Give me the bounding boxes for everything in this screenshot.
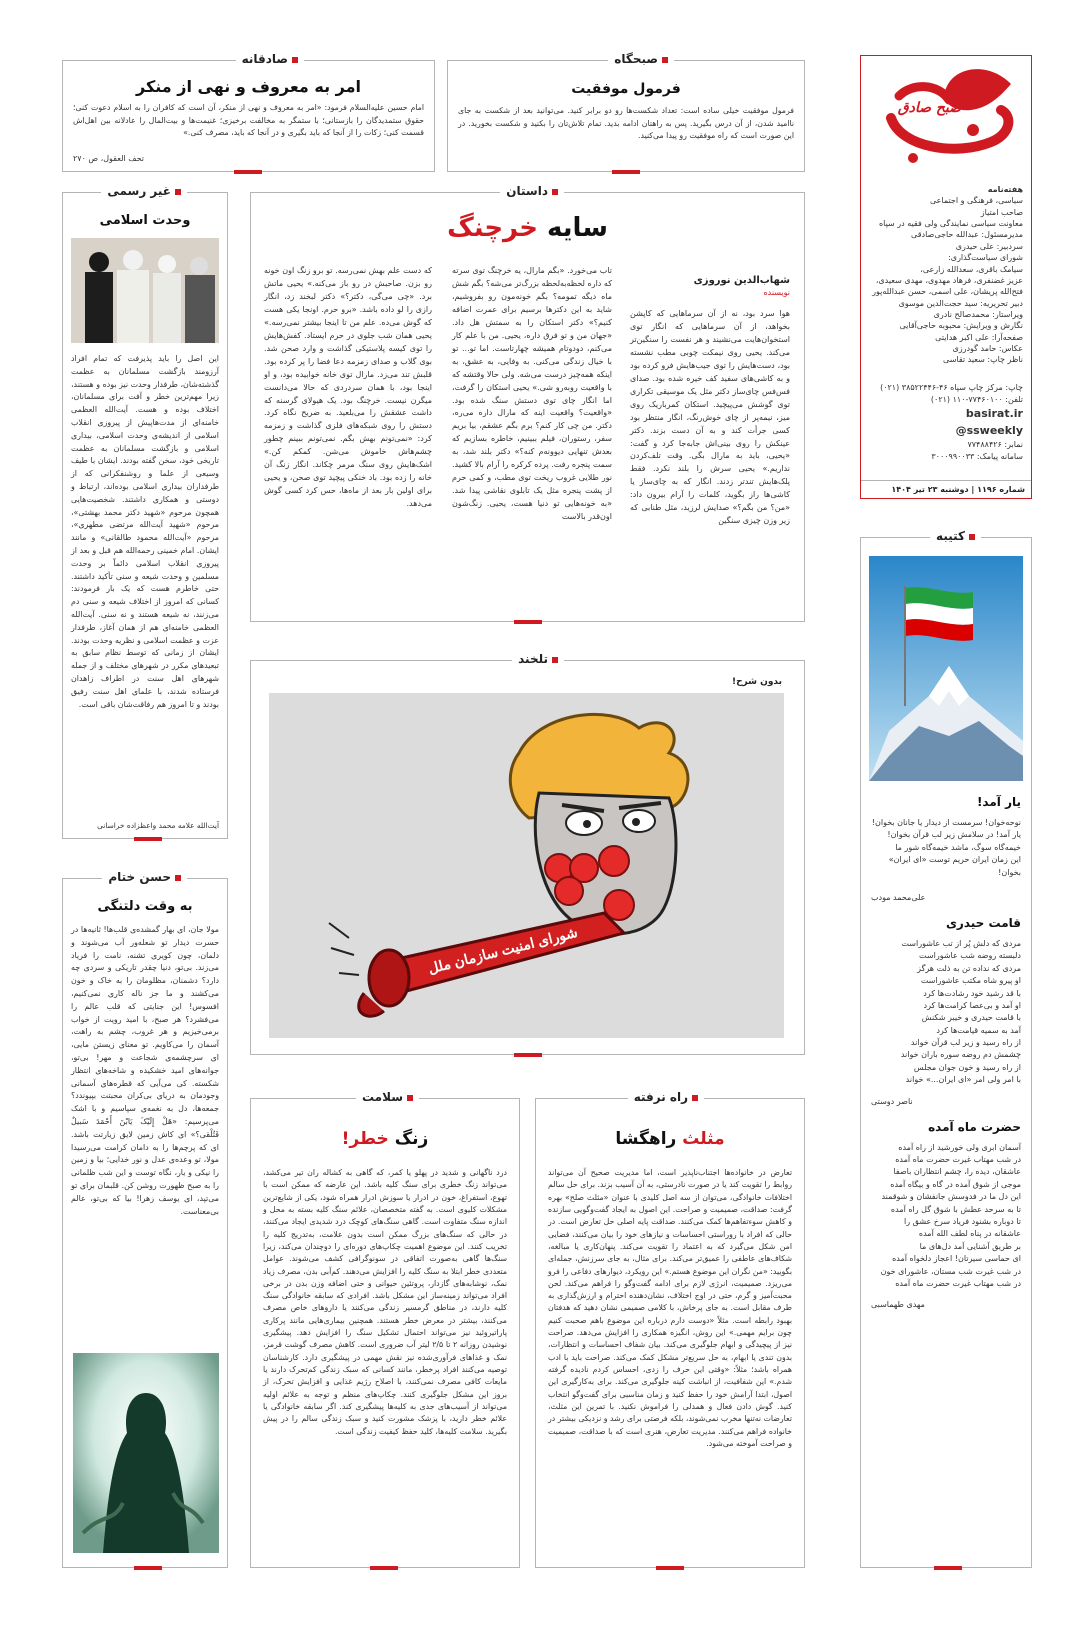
sobhgahi-title: فرمول موفقیت	[571, 81, 681, 97]
rah-narafteh-title-part1: مثلث	[682, 1129, 725, 1149]
dastan-title-part1: سایه	[547, 213, 608, 243]
sadeghaneh-source: تحف العقول، ص ۲۷۰	[73, 154, 144, 163]
poem1-line: خیمه‌گاه سوگ، ماشد خیمه‌گاه شور ما	[895, 842, 1021, 852]
masthead-credit-line: سیامک باقری، سعدالله زارعی،	[920, 264, 1023, 274]
section-label-sobhgahi: صبحگاه	[608, 52, 674, 66]
logo-text: صبح صادق	[897, 100, 961, 116]
masthead-credit-line: صفحه‌آرا: علی اکبر هدایتی	[935, 332, 1023, 342]
masthead-contact	[867, 382, 1023, 463]
author-role: نویسنده	[763, 288, 790, 297]
masthead-contact-line: تلفن: ۷۷۴۶۰۱۰۰-۱۱۰ (۰۲۱)	[930, 395, 1023, 404]
cartoon	[269, 693, 784, 1038]
sobhgahi-box	[447, 52, 805, 172]
masthead-contact-line: سامانه پیامک: ۳۰۰۰۹۹۰۰۳۳	[931, 452, 1023, 461]
ghayr-rasmi-title: وحدت اسلامی	[99, 213, 191, 228]
poem3-line: عاشقان، دیده را، چشم انتظاران باصفا	[893, 1167, 1021, 1177]
hasan-khetam-title: به وقت دلتنگی	[97, 899, 193, 914]
sobhgahi-text: فرمول موفقیت خیلی ساده است: تعداد شکست‌ها رو دو برابر کنید. می‌توانید بعد از شکست به جای ناامید شدن، از آن درس بگیرید. پس به راهتان ادامه بدید. تمام تلاش‌تان را بکنید و شکست بخورید. در این صورت است که راه موفقیت رو پیدا می‌کنید.	[458, 106, 794, 141]
poem2-line: مردی که دلش پُر از تب عاشوراست	[901, 938, 1021, 948]
masthead-contact-line: چاپ: مرکز چاپ سپاه ۴۶-۳۸۵۲۲۴۴۶ (۰۲۱)	[880, 383, 1023, 392]
dastan-col2: تاب می‌خورد. «بگم مارال، یه خرچنگ توی سرته که داره لحظه‌به‌لحظه بزرگ‌تر می‌شه؟ بگم شش ماه دیگه تمومه؟ بگم خونه‌مون رو بفروشیم، شاید به این دکتر‌ها برسیم برای عمرت اضافه کنیم؟» دکتر استکان را به سمتش هل داد. «جهان من و تو فرق داره، یحیی. من با علم کار می‌کنم، دودوتا‌م همیشه چهارتاست. اما تو... تو با خیال زندگی می‌کنی. به وفایی، به عشق، به اینکه همه‌چیز درست می‌شه. ولی حالا وقتشه که با واقعیت روبه‌رو شی.» یحیی استکان را گرفت، اما انگار چای توی دستش سنگ شده بود. «واقعیت؟ واقعیت اینه که مارال داره می‌ره، دکتر. من چی کار کنم؟ برم بگم عشقم، بیا بریم سفر، رستوران، فیلم ببینیم، خاطره بسازیم که بعدش تنهایی دیوونه‌م کنه؟» دکتر بلند شد، به سمت پنجره رفت. پرده کرکره را آرام بالا کشید. نور طلایی غروب ریخت توی مطب، و کمی حرم از پشت پنجره مثل یک تابلوی نقاشی پیدا شد. «به خونه‌هایی تو دنیا هست، یحیی. زنگ‌شون اون‌قدر بالاست	[452, 266, 612, 522]
red-divider	[514, 620, 542, 624]
masthead-contact-line[interactable]: @ssweekly	[955, 423, 1023, 437]
dastan-col3: که دست علم بهش نمی‌رسه. تو برو زنگ اون خونه رو بزن. صاحبش در رو باز می‌کنه.» یحیی ماتش برد. «چی می‌گی، دکتر؟» دکتر لبخند زد، انگار رازی را لو داده باشد. «برو حرم. اونجا یکی هست که گوش می‌ده. علم من تا اینجا بیشتر نمی‌رسه.» یحیی همان شب جلوی در حرم ایستاد. کفش‌هایش را توی کیسه پلاستیکی گذاشت و وارد صحن شد. بوی گلاب و صدای زمزمه دعا فضا را پر کرده بود. قلبش تند می‌زد. مارال توی خانه خوابیده بود، و او اینجا بود، با همان سردردی که حالا می‌دانست میگرن نیست. خرچنگ بود. یک هیولای گرسنه که داشت عشقش را می‌بلعید. به ضریح نگاه کرد. دستش را روی شبکه‌های فلزی گذاشت و زمزمه کرد: «نمی‌تونم بهش بگم. نمی‌تونم ببینم چطور چشم‌هاش خاموش می‌شن. کمکم کن.» اشک‌هایش روی سنگ مرمر چکاند. انگار زنگ آن خانه را زده بود. باد خنکی پیچید توی صحن، و یحیی برای اولین بار بعد از ماه‌ها، حس کرد کسی گوش می‌دهد.	[264, 266, 432, 509]
poem3-line: آسمان ابری ولی خورشید از راه آمده	[898, 1142, 1021, 1152]
flag-mountain-illustration	[869, 556, 1023, 781]
poem3-title: حضرت ماه آمده	[928, 1119, 1021, 1134]
poem2-line: با امر ولی امر «ای ایران...» خواند	[905, 1075, 1021, 1085]
poem3-line: این دل ما در فدوسش جانفشان و شوقمند	[881, 1192, 1021, 1202]
masthead	[860, 55, 1032, 499]
imam-illustration	[73, 1353, 219, 1553]
hasan-khetam-box	[62, 870, 228, 1568]
poem1	[861, 781, 1031, 902]
section-label-dastan: داستان	[500, 184, 564, 198]
salamat-title-part2: خطر!	[341, 1129, 389, 1149]
red-divider	[514, 1053, 542, 1057]
hasan-khetam-text: مولا جان، ای بهار گمشده‌ی قلب‌ها! ثانیه‌ها در حسرت دیدار تو شعله‌ور آب می‌شوند و دلمان، چون کویری تشنه، نامت را فریاد می‌زند. بی‌تو، دنیا چقدر تاریکی و سردی چه دارد؟ دشمنان، مظلومان را به خاک و خون می‌کشند و ما جز ناله کاری نمی‌کنیم، افسوس! این جنایتی که قلب عالم را می‌فشرد؟ هر صبح، با امید رویت از خواب برمی‌خیزیم و هر غروب، چشم به راهت، آسمان را می‌کاویم. تو معنای زیستن مایی، ای سرچشمه‌ی شجاعت و مهر! بی‌تو، جوانه‌های امید خشکیده و شاخه‌های انتظار شکسته. کی می‌آیی که قطره‌های آسمانی وجودمان به دریای بی‌کران محبتت بپیوندد؟ جمعه‌ها، دل به نغمه‌ی سپاسیم و با اشک می‌پرسیم: «هَلْ إِلَیْکَ یَابْنَ أَحْمَدَ سَبیلٌ فَتُلْقی؟» ای کاش زمین لایق زیارتت باشد. ای که پرچم‌ها را به دامان کرامت می‌رسیدا مولا، تو وعده‌ی عدل و نور خدایی؛ بیا و زمین را نیکی و یار، نگاه توست و این شب ظلمانی را به صبح ظهورت روشن کن. قلبمان برای تو می‌تپد، ای یوسف زهرا! بیا که بی‌تو، عالم بی‌معناست.	[71, 925, 219, 1216]
poem3-line: ای حماسی سیرتان! اعجاز دلخواه آمده	[892, 1254, 1021, 1264]
rah-narafteh-title-part2: راهگشا	[615, 1129, 677, 1149]
sadeghaneh-text: امام حسین علیه‌السلام فرمود: «امر به معروف و نهی از منکر، آن است که کافران را به اسلام دعوت کنی؛ حقوق ستمدیدگان را بازستانی؛ با ستمگر به مخالفت برخیزی؛ غنیمت‌ها و بیت‌المال را عادلانه بین اهل‌اش قسمت کنی؛ زکات را از آنجا که باید بگیری و در آنجا که باید، مصرف کنی.»	[73, 103, 424, 138]
masthead-credit-line: ناظر چاپ: سعید تقاسی	[943, 355, 1023, 365]
poem3-line: تا دوباره بشنود فریاد سرخ عشق را	[904, 1216, 1021, 1226]
poem3	[861, 1106, 1031, 1310]
masthead-credit-line: صاحب امتیاز	[980, 207, 1023, 217]
ghayr-rasmi-signature: آیت‌الله علامه محمد واعظزاده خراسانی	[97, 821, 219, 830]
poem3-line: در شب مهتاب غیرت حضرت ماه آمده	[895, 1278, 1021, 1288]
ghayr-rasmi-text: این اصل را باید پذیرفت که تمام افراد آرزومند بازگشت مسلمانان به عظمت گذشته‌شان، طرفدار وحدت نیز بوده و هستند، زیرا مهم‌ترین خطر و آفت برای مسلمانان، اختلاف بوده و هست. آیت‌الله العظمی خامنه‌ای از مدت‌هاپیش از پیروزی انقلاب اسلامی از اندیشه‌ی وحدت اسلامی، بیداری اسلامی و بازگشت مسلمانان به عظمت تاریخی خود، سخن گفته بودند. ایشان با طیف وسیعی از علما و روشنفکرانی که از طرفداران بیداری اسلامی بوده‌اند، ارتباط و دوستی و همکاری داشتند. شخصیت‌هایی همچون مرحوم «شهید دکتر محمد بهشتی»، مرحوم «شهید آیت‌الله مرتضی مطهری»، مرحوم «آیت‌الله محمود طالقانی» و مانند ایشان. امام خمینی رحمه‌الله هم قبل و بعد از پیروزی انقلاب اسلامی دائماً بر وحدت مسلمین و وحدت شیعه و سنی تأکید داشتند. حتی خاطرم هست که یک بار فرمودند: کسانی که امروز از اختلاف شیعه و سنی دم می‌زنند، نه شیعه هستند و نه سنی. آیت‌الله العظمی خامنه‌ای هم از همان آغاز، طرفدار عزت و عظمت اسلامی و نظریه وحدت بودند. ایشان از زمانی که توسط نظام سابق به تبعیدهای مکرر در شهرهای مختلف و از جمله شهرهای اهل سنت در اطراف زاهدان فرستاده شدند، با علمای اهل سنت رفیق بودند و تا امروز هم رفاقت‌شان باقی است.	[71, 354, 219, 709]
poem2-line: با قامت حیدری و خیبر شکنش	[921, 1013, 1021, 1023]
sadeghaneh-box	[62, 52, 435, 172]
dastan-author	[630, 275, 790, 297]
masthead-credit-line: سردبیر: علی حیدری	[955, 241, 1023, 251]
poem1-lines	[871, 817, 1021, 879]
hasan-khetam-image	[73, 1353, 219, 1553]
poem3-poet: مهدی طهماسبی	[871, 1300, 925, 1310]
masthead-credits	[867, 184, 1023, 366]
issue-line: شماره ۱۱۹۶ | دوشنبه ۲۳ تیر ۱۴۰۴	[861, 480, 1031, 498]
masthead-credit-line: سیاسی، فرهنگی و اجتماعی	[929, 196, 1023, 206]
katibeh-box	[860, 529, 1032, 1568]
section-label-rah-narafteh: راه نرفته	[628, 1090, 704, 1104]
poem2-poet: ناصر دوستی	[871, 1096, 913, 1106]
section-label-salamat: سلامت	[356, 1090, 419, 1104]
red-divider	[612, 170, 640, 174]
poem2-line: او پیرو شاه مکتب عاشوراست	[920, 976, 1021, 986]
poem2	[861, 902, 1031, 1106]
poem3-lines	[871, 1142, 1021, 1291]
poem2-line: از راه رسید و زیر لب قرآن خواند	[910, 1038, 1021, 1048]
ghayr-rasmi-photo	[71, 238, 219, 343]
masthead-contact-line[interactable]: basirat.ir	[965, 407, 1023, 420]
red-divider	[934, 1566, 962, 1570]
masthead-credit-line: فتح‌الله پریشان، علی اسمی، حسن عبدالله‌پور	[872, 287, 1023, 297]
sobh-sadegh-logo	[861, 56, 1031, 176]
rah-narafteh-box	[535, 1090, 805, 1568]
masthead-credit-line: نگارش و ویرایش: محبوبه حاجی‌آقایی	[899, 321, 1023, 331]
horn-label: شورای امنیت سازمان ملل	[426, 923, 580, 977]
section-label-katibeh: کتیبه	[930, 529, 981, 543]
clerics-photo	[71, 238, 219, 343]
masthead-credit-line: شورای سیاست‌گذاری:	[948, 253, 1023, 263]
masthead-contact-line: نمابر: ۷۷۴۸۸۴۲۶	[967, 440, 1023, 449]
poem2-line: آمد به سمیه قیامت‌ها کرد	[936, 1025, 1021, 1035]
salamat-title-part1: زنگ	[394, 1129, 429, 1149]
red-divider	[134, 1566, 162, 1570]
poem1-line: این زمان ایران حریم توست «ای ایران» بخوان!	[888, 855, 1021, 877]
masthead-credit-line: هفته‌نامه	[987, 185, 1023, 194]
ghayr-rasmi-box	[62, 184, 228, 839]
poem1-poet: علی‌محمد مودب	[871, 892, 926, 902]
poem2-title: قامت حیدری	[945, 915, 1021, 930]
poem2-lines	[871, 938, 1021, 1087]
poem1-title: یار آمد!	[976, 795, 1021, 809]
section-label-hasan-khetam: حسن ختام	[102, 870, 187, 884]
cartoon-caption: بدون شرح!	[731, 677, 782, 687]
masthead-credit-line: عزیز غضنفری، فرهاد مهدوی، مهدی سعیدی،	[875, 275, 1023, 285]
poem2-line: با قد رشید خود رشادت‌ها کرد	[923, 988, 1021, 998]
author-name: شهاب‌الدین نوروزی	[693, 275, 790, 286]
red-divider	[370, 1566, 398, 1570]
poem2-line: او آمد و بی‌عصا کرامت‌ها کرد	[923, 1000, 1021, 1010]
salamat-box	[250, 1090, 520, 1568]
masthead-credit-line: معاونت سیاسی نمایندگی ولی فقیه در سپاه	[878, 219, 1023, 229]
poem1-line: نوحه‌خوان! سرمست از دیدار یا جانان بخوان!	[871, 818, 1021, 827]
masthead-credit-line: ویراستار: محمدصالح نادری	[933, 309, 1023, 319]
masthead-logo	[861, 56, 1031, 176]
cartoon-illustration	[269, 693, 784, 1038]
red-divider	[134, 837, 162, 841]
section-label-talkhand: تلخند	[512, 652, 564, 666]
dastan-title-part2: خرچنگ	[447, 213, 538, 243]
dastan-box	[250, 184, 805, 622]
masthead-credit-line: مدیرمسئول: عبدالله حاجی‌صادقی	[911, 230, 1023, 240]
rah-narafteh-title	[536, 1129, 804, 1149]
poem3-line: بر طریق آشنایی آمد دل‌های ما	[919, 1241, 1021, 1251]
masthead-credit-line: عکاس: حامد گودرزی	[952, 344, 1023, 354]
salamat-text: درد ناگهانی و شدید در پهلو یا کمر، که گاهی به کشاله ران تیر می‌کشد، می‌تواند زنگ خطری برای سنگ کلیه باشد. این عارضه که ممکن است با تهوع، استفراغ، خون در ادرار یا سوزش ادرار همراه شود، یکی از شایع‌ترین مشکلات کلیوی است. به گفته متخصصان، علائم سنگ کلیه بسته به محل و اندازه سنگ متفاوت است. گاهی سنگ‌های کوچک درد شدیدی ایجاد می‌کنند، در حالی که سنگ‌های بزرگ ممکن است بدون علامت، به‌تدریج کلیه را تخریب کنند. این موضوع اهمیت چکاپ‌های دوره‌ای را دوچندان می‌کند، زیرا سنگ‌ها گاهی به‌صورت اتفاقی در سونوگرافی کشف می‌شوند. عوامل متعددی خطر ابتلا به سنگ کلیه را افزایش می‌دهند. کم‌آبی بدن، مصرف زیاد نمک، نوشابه‌های گازدار، پروتئین حیوانی و حتی اضافه وزن بدن در برخی افراد می‌تواند زمینه‌ساز این مشکل باشد. افرادی که سابقه خانوادگی سنگ کلیه دارند، در مناطق گرمسیر زندگی می‌کنند یا داروهای خاص مصرف می‌کنند، بیشتر در معرض خطر هستند. همچنین بیماری‌هایی مانند پرکاری پاراتیروئید نیز می‌تواند احتمال تشکیل سنگ را افزایش دهد. پیشگیری نوشیدن روزانه ۲ تا ۲/۵ لیتر آب ضروری است. کاهش مصرف گوشت قرمز، نمک و غذاهای فرآوری‌شده نیز نقش مهمی در پیشگیری دارد. کارشناسان توصیه می‌کنند افراد پرخطر، مانند کسانی که سبک زندگی کم‌تحرک دارند یا مایعات کافی مصرف نمی‌کنند، با اصلاح رژیم غذایی و افزایش تحرک، از بروز این مشکل جلوگیری کنند. چکاپ‌های منظم و توجه به علائم اولیه می‌تواند از آسیب‌های جدی به کلیه‌ها پیشگیری کند. اگر سابقه خانوادگی یا علائم خطر دارید، با پزشک مشورت کنید و سبک زندگی سالم را در پیش بگیرید. سلامت کلیه‌ها، کلید حفظ کیفیت زندگی است.	[263, 1168, 507, 1436]
masthead-credit-line: دبیر تحریریه: سید حجت‌الدین موسوی	[898, 298, 1023, 308]
salamat-title	[251, 1129, 519, 1149]
section-label-ghayr-rasmi: غیر رسمی	[101, 184, 187, 198]
poem2-line: چشمش دم روضه سوره باران خواند	[900, 1050, 1021, 1060]
poem2-line: از راه رسید و خون جوان مجلس	[913, 1062, 1021, 1072]
red-divider	[656, 1566, 684, 1570]
katibeh-image	[869, 556, 1023, 781]
poem3-line: تا به سرحد عطش با شوق گل راه آمده	[890, 1204, 1021, 1214]
red-divider	[234, 170, 262, 174]
rah-narafteh-text: تعارض در خانواده‌ها اجتناب‌ناپذیر است، اما مدیریت صحیح آن می‌تواند روابط را تقویت کند یا در صورت نادرستی، به آن آسیب بزند. برای حل سالم اختلافات خانوادگی، می‌توان از سه اصل کلیدی با عنوان «مثلث صلح» بهره گرفت: صداقت، صمیمیت و صراحت. این اصول به ایجاد گفت‌وگویی سازنده و کاهش سوءتفاهم‌ها کمک می‌کنند. صداقت پایه اصلی حل تعارض است. در حالی که افراد با روراستی احساسات و نیازهای خود را بیان می‌کنند، فضایی امن شکل می‌گیرد که به اعتماد را تقویت می‌کند. پنهان‌کاری یا مبالغه، شکاف‌های عاطفی را عمیق‌تر می‌کند. برای مثال، به جای سرزنش، جمله‌ای بگویید: «من نگران این موضوع هستم.» این رویکرد، دیوارهای دفاعی را فرو می‌ریزد. صمیمیت، انرژی لازم برای ادامه گفت‌وگو را فراهم می‌کند. لحن محبت‌آمیز و گرم، حتی در اوج اختلاف، نشان‌دهنده احترام و ارزش‌گذاری به طرف مقابل است. به جای پرخاش، با کلامی صمیمی نشان دهید که هدفتان بهبود رابطه است. مثلاً «دوست دارم درباره این موضوع باهم صحبت کنیم چون برایم مهمی.» این روش، انگیزه همکاری را افزایش می‌دهد. صراحت نیز از پیچیدگی و ابهام جلوگیری می‌کند. بیان شفاف احساسات و انتظارات، بدون تندی یا ابهام، به حل سریع‌تر مشکل کمک می‌کند. صراحت باید با ادب همراه باشد؛ مثلاً: «وقتی این حرف را زدی، احساس کردم نادیده گرفته شدم.» این شفافیت، از انباشت کینه جلوگیری می‌کند. برای به‌کارگیری این اصول، ابتدا آرامش خود را حفظ کنید و زمان مناسبی برای گفت‌وگو انتخاب کنید. گوش دادن فعال و همدلی را فراموش نکنید. با تمرین این مثلث، تعارضات نه‌تنها مخرب نمی‌شوند، بلکه فرصتی برای رشد و نزدیکی بیشتر در خانواده فراهم می‌کنند. مدیریت تعارض، هنری است که با صداقت، صمیمیت و صراحت آموخته می‌شود.	[548, 1168, 792, 1448]
poem3-line: در شب غیرت شب مستان، عاشورای خون	[880, 1266, 1021, 1276]
poem3-line: در شب مهتاب غیرت حضرت ماه آمده	[895, 1155, 1021, 1165]
poem3-line: موجی از شوق آمده در گاه و بیگاه آمده	[890, 1179, 1021, 1189]
sadeghaneh-title: امر به معروف و نهی از منکر	[136, 77, 361, 96]
dastan-col1: هوا سرد بود، نه از آن سرماهایی که کاپشن بخواهد، از آن سرماهایی که انگار توی استخوان‌هایت می‌نشیند و هر نفست را سنگین‌تر می‌کند. یحیی روی نیمکت چوبی مطب نشسته بود، دست‌هایش را توی جیب‌هایش فرو کرده بود و به کاشی‌های سفید کف خیره شده بود. صدای فس‌فس چای‌ساز دکتر مثل یک موسیقی تکراری توی گوشش می‌پیچید. استکان کمرباریک روی میز، نیمه‌پر از چای خوش‌رنگ، انگار منتظر بود کسی جرأت کند و به آن دست بزند. دکتر عینکش را روی بینی‌اش جابه‌جا کرد و گفت: «یحیی، باید به مارال بگی. وقت تلف‌کردن نداریم.» یحیی سرش را بلند نکرد. فقط پلک‌هایش تندتر زدند. انگار که به چای‌ساز یا کاشی‌ها راز بگوید، کلمات را آرام بیرون داد: «من؟ من بگم؟» صدایش لرزید، مثل طنابی که زیر وزن چیزی سنگین	[630, 309, 790, 526]
poem1-line: یار آمد! در سلامش زیر لب قرآن بخوان!	[887, 830, 1021, 840]
talkhand-box	[250, 652, 805, 1055]
poem3-line: عاشقانه در پناه لطف الله آمده	[918, 1229, 1021, 1239]
poem2-line: دلبسته روضه شب عاشوراست	[919, 951, 1021, 961]
poem2-line: مردی که نداده تن به ذلت هرگز	[917, 963, 1021, 973]
section-label-sadeghaneh: صادقانه	[236, 52, 304, 66]
dastan-title	[251, 213, 804, 243]
